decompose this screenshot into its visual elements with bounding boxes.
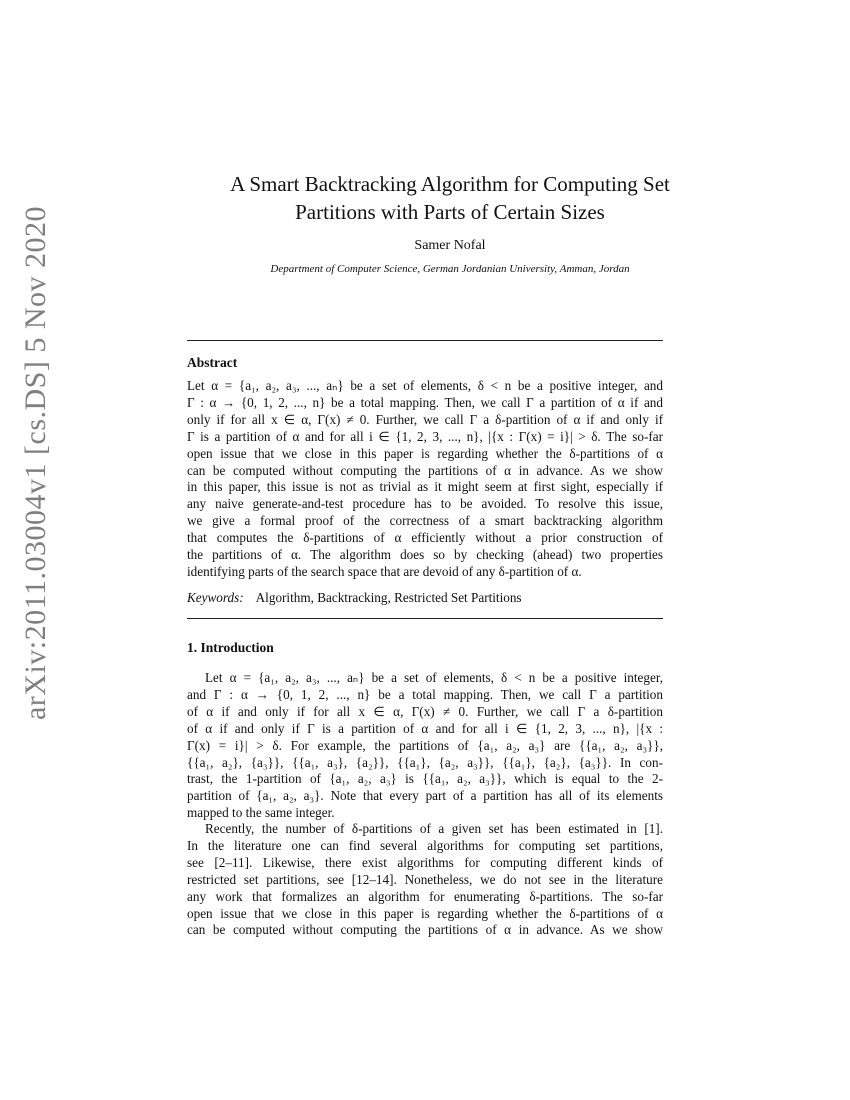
abstract-line: Γ is a partition of α and for all i ∈ {1, 2, 3, ..., n}, |{x : Γ(x) = i}| > δ. The so-far: [187, 428, 663, 444]
abstract-line: any naive generate-and-test procedure has to be avoided. To resolve this issue,: [187, 496, 663, 512]
intro-line: can be computed without computing the partitions of α in advance. As we show: [187, 922, 663, 938]
intro-line: of α if and only if for all x ∈ α, Γ(x) ≠ 0. Further, we call Γ a δ-partition: [187, 703, 663, 719]
abstract-top-rule: [187, 340, 663, 341]
intro-paragraph-2: [187, 821, 663, 939]
abstract-line: the partitions of α. The algorithm does so by checking (ahead) two properties: [187, 547, 663, 563]
title-line-1: A Smart Backtracking Algorithm for Computing Set: [230, 172, 670, 196]
abstract-line: only if for all x ∈ α, Γ(x) ≠ 0. Further, we call Γ a δ-partition of α if and only if: [187, 411, 663, 427]
abstract-line: that computes the δ-partitions of α efficiently without a prior construction of: [187, 530, 663, 546]
intro-line: Recently, the number of δ-partitions of a given set has been estimated in [1].: [205, 821, 663, 836]
intro-paragraph-1: [187, 670, 663, 822]
abstract-line: open issue that we close in this paper is regarding whether the δ-partitions of α: [187, 445, 663, 461]
keywords-text: Algorithm, Backtracking, Restricted Set Partitions: [255, 590, 522, 605]
abstract-body: [187, 378, 663, 581]
author-name: Samer Nofal: [414, 238, 486, 253]
abstract-line: can be computed without computing the partitions of α in advance. As we show: [187, 462, 663, 478]
section-heading-introduction: 1. Introduction: [187, 640, 274, 655]
intro-line: mapped to the same integer.: [187, 805, 335, 821]
abstract-line: in this paper, this issue is not as trivial as it might seem at first sight, especially if: [187, 479, 663, 495]
intro-line: In the literature one can find several algorithms for computing set partitions,: [187, 837, 663, 853]
keywords-label: Keywords:: [187, 590, 244, 605]
keywords: [187, 590, 663, 607]
intro-line: any work that formalizes an algorithm for enumerating δ-partitions. The so-far: [187, 888, 663, 904]
intro-line: restricted set partitions, see [12–14]. Nonetheless, we do not see in the literature: [187, 871, 663, 887]
intro-line: Let α = {a₁, a₂, a₃, ..., aₙ} be a set of elements, δ < n be a positive integer,: [205, 670, 663, 685]
abstract-bottom-rule: [187, 618, 663, 619]
intro-line: open issue that we close in this paper is regarding whether the δ-partitions of α: [187, 905, 663, 921]
intro-line: Γ(x) = i}| > δ. For example, the partitions of {a₁, a₂, a₃} are {{a₁, a₂, a₃}},: [187, 737, 663, 753]
title-line-2: Partitions with Parts of Certain Sizes: [295, 200, 605, 224]
abstract-line: identifying parts of the search space that are devoid of any δ-partition of α.: [187, 563, 582, 579]
author-affiliation: Department of Computer Science, German Jordanian University, Amman, Jordan: [270, 263, 630, 275]
abstract-line: we give a formal proof of the correctness of a smart backtracking algorithm: [187, 513, 663, 529]
arxiv-side-stamp: [10, 205, 62, 721]
arxiv-identifier: arXiv:2011.03004v1 [cs.DS] 5 Nov 2020: [19, 205, 53, 721]
intro-line: trast, the 1-partition of {a₁, a₂, a₃} is {{a₁, a₂, a₃}}, which is equal to the 2-: [187, 771, 663, 787]
intro-line: see [2–11]. Likewise, there exist algorithms for computing different kinds of: [187, 854, 663, 870]
intro-line: {{a₁, a₂}, {a₃}}, {{a₁, a₃}, {a₂}}, {{a₁}, {a₂, a₃}}, {{a₁}, {a₂}, {a₃}}. In con-: [187, 754, 663, 770]
abstract-line: Let α = {a₁, a₂, a₃, ..., aₙ} be a set of elements, δ < n be a positive integer, and: [187, 378, 663, 393]
paper-title: [150, 170, 750, 226]
abstract-line: Γ : α → {0, 1, 2, ..., n} be a total mapping. Then, we call Γ a partition of α if and: [187, 394, 663, 410]
intro-line: of α if and only if Γ is a partition of α and for all i ∈ {1, 2, 3, ..., n}, |{x :: [187, 720, 663, 736]
intro-line: and Γ : α → {0, 1, 2, ..., n} be a total mapping. Then, we call Γ a partition: [187, 686, 663, 702]
intro-line: partition of {a₁, a₂, a₃}. Note that every part of a partition has all of its elements: [187, 788, 663, 804]
abstract-heading: Abstract: [187, 355, 238, 370]
